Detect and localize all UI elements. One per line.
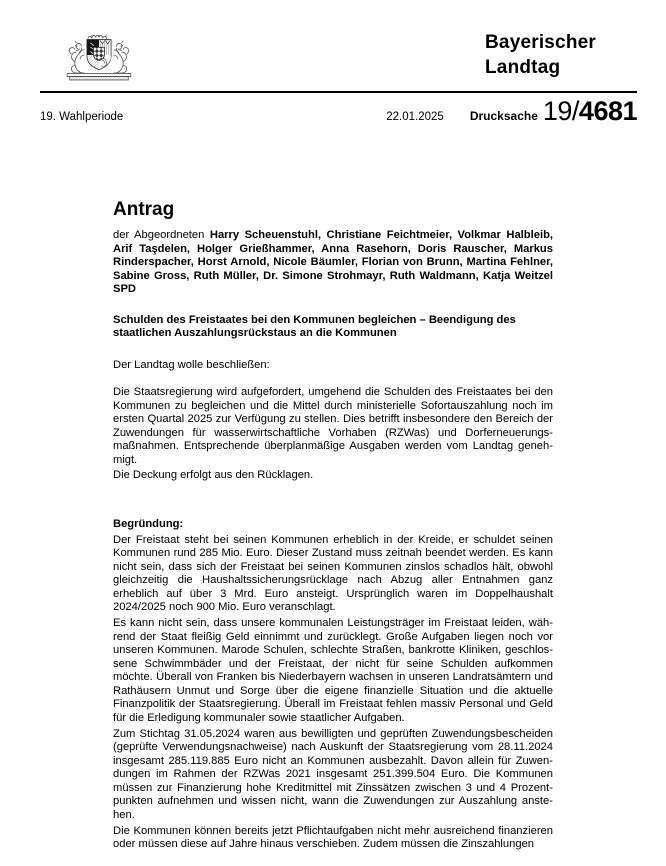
funding-paragraph: Die Deckung erfolgt aus den Rücklagen.	[113, 469, 314, 481]
org-title	[485, 30, 596, 80]
begruendung-paragraph: Es kann nicht sein, dass unsere kommunalen Leistungsträger im Freistaat leiden, während der Staat fleißig Geld einnimmt und zurücklegt. Große Aufgaben liegen noch vor unseren Kommunen. Marode Schulen, schlechte Straßen, bankrotte Kliniken, geschlossene Schwimmbäder und der Freistaat, der nicht für seine Schulden aufkommen möchte. Überall von Franken bis Niederbayern wachsen in unseren Landratsämtern und Rathäusern Unmut und Sorge über die eigene finanzielle Situation und die aktuelle Finanzpolitik der Staatsregierung. Überall im Freistaat fehlen massiv Personal und Geld für die Erledigung kommunaler sowie staatlicher Aufgaben.	[113, 617, 553, 724]
authors-paragraph	[113, 229, 553, 297]
begruendung-paragraph: Die Kommunen können bereits jetzt Pflichtaufgaben nicht mehr ausreichend finanzieren oder müssen diese auf Jahre hinaus verschieben. Zudem müssen die Zinszahlungen	[113, 824, 553, 850]
bavarian-coat-of-arms-icon	[56, 27, 142, 83]
header-divider	[40, 91, 637, 93]
begruendung-heading: Begründung:	[113, 517, 184, 530]
drucksache-prefix: 19/	[542, 96, 579, 126]
wahlperiode-label: 19. Wahlperiode	[40, 111, 124, 123]
drucksache-value: 4681	[578, 96, 637, 126]
document-date: 22.01.2025	[386, 111, 444, 123]
drucksache-number	[543, 96, 637, 127]
org-title-line1: Bayerischer	[485, 32, 596, 53]
document-body	[113, 197, 553, 852]
begruendung-paragraph: Der Freistaat steht bei seinen Kommunen erheblich in der Kreide, er schuldet seinen Kommunen rund 285 Mio. Euro. Dieser Zustand muss zeitnah beendet werden. Es kann nicht sein, dass sich der Freistaat bei seinen Kommunen zinslos schadlos hält, obwohl gleichzeitig die Haushaltssicherungsrücklage nach Abzug aller Entnahmen ganz erheblich auf über 3 Mrd. Euro ansteigt. Ursprünglich waren im Doppelhaushalt 2024/2025 noch 900 Mio. Euro veranschlagt.	[113, 533, 553, 613]
doc-type-heading: Antrag	[113, 199, 175, 220]
drucksache-label: Drucksache	[469, 109, 538, 123]
org-title-line2: Landtag	[485, 57, 561, 78]
begruendung-paragraph: Zum Stichtag 31.05.2024 waren aus bewilligten und geprüften Zuwendungsbescheiden (geprüfte Verwendungsnachweise) nach Auskunft der Staatsregierung vom 28.11.2024 insgesamt 285.119.885 Euro nicht an Kommunen ausbezahlt. Davon allein für Zuwendungen im Rahmen der RZWas 2021 insgesamt 251.399.504 Euro. Die Kommunen müssen zur Finanzierung hohe Kreditmittel mit Zinssätzen zwischen 3 und 4 Prozentpunkten aufnehmen und wissen nicht, wann die Zuwendungen zur Auszahlung anstehen.	[113, 727, 553, 821]
resolution-paragraph: Die Staatsregierung wird aufgefordert, umgehend die Schulden des Freistaates bei den Kommunen zu begleichen und die Mittel durch ministerielle Sofortauszahlung noch im ersten Quartal 2025 zur Verfügung zu stellen. Dies betrifft insbesondere den Bereich der Zuwendungen für wasserwirtschaftliche Vorhaben (RZWas) und Dorferneuerungsmaßnahmen. Entsprechende überplanmäßige Ausgaben werden vom Landtag genehmigt.	[113, 386, 553, 466]
header-meta-row	[40, 96, 637, 127]
subject-heading: Schulden des Freistaates bei den Kommunen begleichen – Beendigung des staatlichen Auszahlungsrückstaus an die Kommunen	[113, 313, 516, 339]
authors-intro: der Abgeordneten	[113, 229, 210, 241]
resolution-intro: Der Landtag wolle beschließen:	[113, 358, 270, 371]
authors-names: Harry Scheuenstuhl, Christiane Feichtmeier, Volkmar Halbleib, Arif Taşdelen, Holger Grießhammer, Anna Rasehorn, Doris Rauscher, Markus Rinderspacher, Horst Arnold, Nicole Bäumler, Florian von Brunn, Martina Fehlner, Sabine Gross, Ruth Müller, Dr. Simone Strohmayr, Ruth Waldmann, Katja Weitzel SPD	[113, 229, 554, 295]
